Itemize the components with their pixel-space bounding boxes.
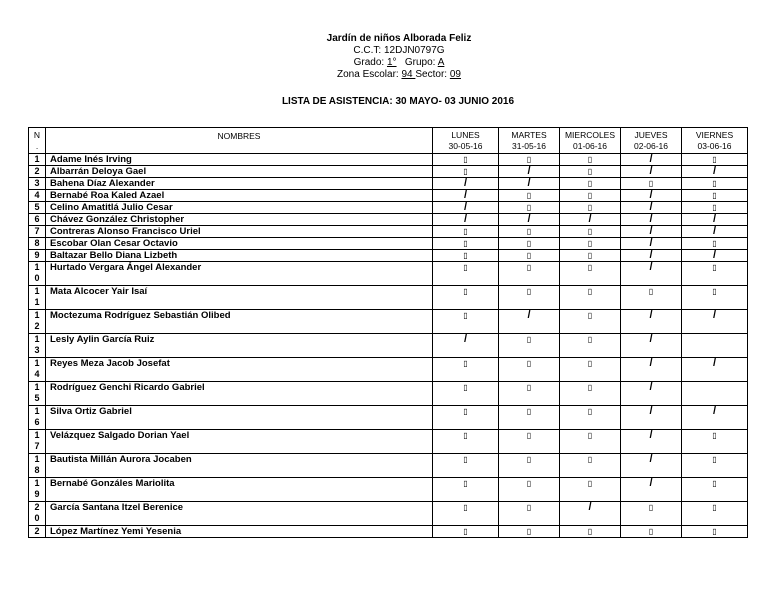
row-number: 1 6 <box>29 406 46 430</box>
checkbox-glyph-icon: ▯ <box>587 203 593 212</box>
student-name: Bahena Díaz Alexander <box>46 178 433 190</box>
attendance-present-mark <box>499 154 560 166</box>
attendance-present-mark <box>433 154 499 166</box>
row-number: 9 <box>29 250 46 262</box>
checkbox-glyph-icon: ▯ <box>648 503 654 512</box>
attendance-present-mark <box>682 178 748 190</box>
attendance-absence-mark: / <box>621 226 682 238</box>
school-name: Jardín de niños Alborada Feliz <box>326 33 472 44</box>
attendance-absence-mark: / <box>621 358 682 382</box>
checkbox-glyph-icon: ▯ <box>526 287 532 296</box>
attendance-present-mark <box>499 226 560 238</box>
row-number: 1 3 <box>29 334 46 358</box>
attendance-present-mark <box>682 262 748 286</box>
attendance-absence-mark: / <box>621 262 682 286</box>
attendance-present-mark <box>560 262 621 286</box>
table-row <box>29 202 748 214</box>
grado-value: 1° <box>386 57 397 68</box>
checkbox-glyph-icon: ▯ <box>712 431 717 440</box>
checkbox-glyph-icon: ▯ <box>648 527 654 536</box>
attendance-present-mark <box>433 526 499 538</box>
attendance-present-mark <box>682 526 748 538</box>
attendance-present-mark <box>560 382 621 406</box>
attendance-present-mark <box>499 286 560 310</box>
checkbox-glyph-icon: ▯ <box>526 191 532 200</box>
table-row <box>29 286 748 310</box>
checkbox-glyph-icon: ▯ <box>712 479 717 488</box>
attendance-present-mark <box>499 502 560 526</box>
attendance-absence-mark: / <box>621 478 682 502</box>
table-row <box>29 382 748 406</box>
row-number: 1 2 <box>29 310 46 334</box>
attendance-present-mark <box>560 358 621 382</box>
student-name: Bernabé Gonzáles Mariolita <box>46 478 433 502</box>
checkbox-glyph-icon: ▯ <box>587 455 593 464</box>
checkbox-glyph-icon: ▯ <box>526 251 532 260</box>
attendance-present-mark <box>499 334 560 358</box>
attendance-absence-mark: / <box>499 166 560 178</box>
checkbox-glyph-icon: ▯ <box>712 503 717 512</box>
table-row <box>29 238 748 250</box>
checkbox-glyph-icon: ▯ <box>526 479 532 488</box>
checkbox-glyph-icon: ▯ <box>712 179 717 188</box>
checkbox-glyph-icon: ▯ <box>463 455 468 464</box>
attendance-present-mark <box>433 454 499 478</box>
attendance-absence-mark: / <box>682 358 748 382</box>
row-number: 1 8 <box>29 454 46 478</box>
student-name: Chávez González Christopher <box>46 214 433 226</box>
checkbox-glyph-icon: ▯ <box>648 287 654 296</box>
table-row <box>29 262 748 286</box>
row-number: 1 4 <box>29 358 46 382</box>
attendance-present-mark <box>560 250 621 262</box>
checkbox-glyph-icon: ▯ <box>463 167 468 176</box>
attendance-absence-mark: / <box>682 166 748 178</box>
attendance-present-mark <box>682 238 748 250</box>
attendance-present-mark <box>433 238 499 250</box>
checkbox-glyph-icon: ▯ <box>526 455 532 464</box>
row-number: 4 <box>29 190 46 202</box>
attendance-present-mark <box>433 382 499 406</box>
attendance-present-mark <box>560 454 621 478</box>
student-name: Lesly Aylin García Ruiz <box>46 334 433 358</box>
table-row <box>29 154 748 166</box>
attendance-present-mark <box>682 202 748 214</box>
attendance-present-mark <box>621 286 682 310</box>
checkbox-glyph-icon: ▯ <box>712 155 717 164</box>
attendance-present-mark <box>682 502 748 526</box>
attendance-present-mark <box>560 166 621 178</box>
attendance-absence-mark: / <box>621 310 682 334</box>
student-name: Silva Ortiz Gabriel <box>46 406 433 430</box>
attendance-present-mark <box>499 430 560 454</box>
attendance-present-mark <box>682 430 748 454</box>
checkbox-glyph-icon: ▯ <box>587 227 593 236</box>
attendance-absence-mark: / <box>433 214 499 226</box>
attendance-absence-mark: / <box>682 214 748 226</box>
grupo-value: A <box>437 57 445 68</box>
attendance-absence-mark: / <box>621 190 682 202</box>
checkbox-glyph-icon: ▯ <box>526 503 532 512</box>
attendance-absence-mark: / <box>499 178 560 190</box>
checkbox-glyph-icon: ▯ <box>526 239 532 248</box>
attendance-absence-mark: / <box>433 202 499 214</box>
checkbox-glyph-icon: ▯ <box>526 383 532 392</box>
attendance-present-mark <box>433 250 499 262</box>
student-name: Contreras Alonso Francisco Uriel <box>46 226 433 238</box>
attendance-present-mark <box>560 154 621 166</box>
attendance-present-mark <box>499 526 560 538</box>
checkbox-glyph-icon: ▯ <box>463 311 468 320</box>
checkbox-glyph-icon: ▯ <box>587 479 593 488</box>
attendance-present-mark <box>499 262 560 286</box>
attendance-table <box>28 127 748 538</box>
checkbox-glyph-icon: ▯ <box>587 407 593 416</box>
cct-code: C.C.T: 12DJN0797G <box>353 45 445 56</box>
row-number: 7 <box>29 226 46 238</box>
attendance-present-mark <box>682 286 748 310</box>
student-name: Hurtado Vergara Ángel Alexander <box>46 262 433 286</box>
checkbox-glyph-icon: ▯ <box>712 263 717 272</box>
student-name: García Santana Itzel Berenice <box>46 502 433 526</box>
col-names-header: NOMBRES <box>46 128 433 154</box>
attendance-absence-mark: / <box>682 250 748 262</box>
attendance-present-mark <box>499 358 560 382</box>
attendance-present-mark <box>499 382 560 406</box>
checkbox-glyph-icon: ▯ <box>526 431 532 440</box>
table-row <box>29 526 748 538</box>
attendance-present-mark <box>682 454 748 478</box>
checkbox-glyph-icon: ▯ <box>712 455 717 464</box>
attendance-absence-mark: / <box>621 154 682 166</box>
table-row <box>29 226 748 238</box>
student-name: Bautista Millán Aurora Jocaben <box>46 454 433 478</box>
checkbox-glyph-icon: ▯ <box>587 167 593 176</box>
checkbox-glyph-icon: ▯ <box>463 527 468 536</box>
attendance-present-mark <box>499 454 560 478</box>
checkbox-glyph-icon: ▯ <box>587 191 593 200</box>
checkbox-glyph-icon: ▯ <box>463 263 468 272</box>
attendance-present-mark <box>560 226 621 238</box>
attendance-present-mark <box>560 178 621 190</box>
checkbox-glyph-icon: ▯ <box>526 227 532 236</box>
table-row <box>29 478 748 502</box>
attendance-absence-mark: / <box>433 190 499 202</box>
table-row <box>29 178 748 190</box>
attendance-present-mark <box>433 310 499 334</box>
attendance-present-mark <box>433 166 499 178</box>
student-name: Rodríguez Genchi Ricardo Gabriel <box>46 382 433 406</box>
attendance-absence-mark: / <box>621 382 682 406</box>
row-number: 6 <box>29 214 46 226</box>
attendance-present-mark <box>560 334 621 358</box>
zona-sector: Zona Escolar: 94 Sector: 09 <box>337 69 461 80</box>
attendance-present-mark <box>499 406 560 430</box>
student-name: Bernabé Roa Kaled Azael <box>46 190 433 202</box>
checkbox-glyph-icon: ▯ <box>463 287 468 296</box>
attendance-present-mark <box>433 478 499 502</box>
checkbox-glyph-icon: ▯ <box>526 359 532 368</box>
attendance-present-mark <box>499 190 560 202</box>
table-header-row <box>29 128 748 154</box>
attendance-absence-mark: / <box>621 430 682 454</box>
checkbox-glyph-icon: ▯ <box>712 527 717 536</box>
list-title: LISTA DE ASISTENCIA: 30 MAYO- 03 JUNIO 2016 <box>281 96 515 107</box>
checkbox-glyph-icon: ▯ <box>587 383 593 392</box>
checkbox-glyph-icon: ▯ <box>463 503 468 512</box>
checkbox-glyph-icon: ▯ <box>463 431 468 440</box>
attendance-absence-mark: / <box>682 226 748 238</box>
zona-value: 94 <box>401 69 416 80</box>
attendance-absence-mark: / <box>621 454 682 478</box>
row-number: 1 0 <box>29 262 46 286</box>
row-number: 2 <box>29 166 46 178</box>
checkbox-glyph-icon: ▯ <box>587 155 593 164</box>
row-number: 2 0 <box>29 502 46 526</box>
table-row <box>29 430 748 454</box>
row-number: 1 5 <box>29 382 46 406</box>
checkbox-glyph-icon: ▯ <box>587 179 593 188</box>
col-day-header: MARTES 31-05-16 <box>499 128 560 154</box>
attendance-present-mark <box>560 526 621 538</box>
attendance-absence-mark: / <box>621 250 682 262</box>
student-name: Baltazar Bello Diana Lizbeth <box>46 250 433 262</box>
sector-value: 09 <box>449 69 461 80</box>
col-day-header: VIERNES 03-06-16 <box>682 128 748 154</box>
col-n-header: N . <box>29 128 46 154</box>
row-number: 5 <box>29 202 46 214</box>
attendance-empty <box>682 334 748 358</box>
checkbox-glyph-icon: ▯ <box>648 179 654 188</box>
attendance-present-mark <box>560 478 621 502</box>
attendance-present-mark <box>560 190 621 202</box>
row-number: 2 <box>29 526 46 538</box>
attendance-absence-mark: / <box>682 310 748 334</box>
row-number: 1 1 <box>29 286 46 310</box>
checkbox-glyph-icon: ▯ <box>526 527 532 536</box>
attendance-present-mark <box>433 430 499 454</box>
student-name: Mata Alcocer Yair Isaí <box>46 286 433 310</box>
table-row <box>29 190 748 202</box>
attendance-absence-mark: / <box>499 214 560 226</box>
table-row <box>29 250 748 262</box>
student-name: Reyes Meza Jacob Josefat <box>46 358 433 382</box>
attendance-present-mark <box>433 502 499 526</box>
attendance-present-mark <box>682 478 748 502</box>
col-day-header: JUEVES 02-06-16 <box>621 128 682 154</box>
student-name: Velázquez Salgado Dorian Yael <box>46 430 433 454</box>
checkbox-glyph-icon: ▯ <box>587 359 593 368</box>
attendance-present-mark <box>560 238 621 250</box>
student-name: Escobar Olan Cesar Octavio <box>46 238 433 250</box>
attendance-present-mark <box>499 238 560 250</box>
attendance-present-mark <box>433 286 499 310</box>
attendance-present-mark <box>499 250 560 262</box>
checkbox-glyph-icon: ▯ <box>712 191 717 200</box>
attendance-present-mark <box>499 202 560 214</box>
checkbox-glyph-icon: ▯ <box>463 227 468 236</box>
student-name: Celino Amatitlá Julio Cesar <box>46 202 433 214</box>
attendance-present-mark <box>621 178 682 190</box>
checkbox-glyph-icon: ▯ <box>526 155 532 164</box>
attendance-absence-mark: / <box>621 238 682 250</box>
attendance-present-mark <box>560 310 621 334</box>
attendance-absence-mark: / <box>560 214 621 226</box>
attendance-present-mark <box>621 502 682 526</box>
attendance-absence-mark: / <box>682 406 748 430</box>
attendance-absence-mark: / <box>433 334 499 358</box>
row-number: 1 <box>29 154 46 166</box>
table-row <box>29 310 748 334</box>
checkbox-glyph-icon: ▯ <box>587 287 593 296</box>
checkbox-glyph-icon: ▯ <box>526 407 532 416</box>
table-row <box>29 454 748 478</box>
table-row <box>29 358 748 382</box>
attendance-absence-mark: / <box>499 310 560 334</box>
attendance-absence-mark: / <box>621 214 682 226</box>
attendance-present-mark <box>682 154 748 166</box>
checkbox-glyph-icon: ▯ <box>526 263 532 272</box>
checkbox-glyph-icon: ▯ <box>463 251 468 260</box>
checkbox-glyph-icon: ▯ <box>526 335 532 344</box>
student-name: Albarrán Deloya Gael <box>46 166 433 178</box>
checkbox-glyph-icon: ▯ <box>587 263 593 272</box>
attendance-absence-mark: / <box>621 202 682 214</box>
checkbox-glyph-icon: ▯ <box>587 527 593 536</box>
grado-grupo: Grado: 1° Grupo: A <box>353 57 445 68</box>
attendance-present-mark <box>560 286 621 310</box>
checkbox-glyph-icon: ▯ <box>463 239 468 248</box>
student-name: Moctezuma Rodríguez Sebastián Olibed <box>46 310 433 334</box>
checkbox-glyph-icon: ▯ <box>712 239 717 248</box>
checkbox-glyph-icon: ▯ <box>463 479 468 488</box>
checkbox-glyph-icon: ▯ <box>463 155 468 164</box>
checkbox-glyph-icon: ▯ <box>587 431 593 440</box>
checkbox-glyph-icon: ▯ <box>587 311 593 320</box>
attendance-absence-mark: / <box>621 166 682 178</box>
row-number: 3 <box>29 178 46 190</box>
col-day-header: MIERCOLES 01-06-16 <box>560 128 621 154</box>
attendance-present-mark <box>682 190 748 202</box>
col-day-header: LUNES 30-05-16 <box>433 128 499 154</box>
checkbox-glyph-icon: ▯ <box>712 203 717 212</box>
row-number: 1 9 <box>29 478 46 502</box>
row-number: 8 <box>29 238 46 250</box>
checkbox-glyph-icon: ▯ <box>587 239 593 248</box>
checkbox-glyph-icon: ▯ <box>712 287 717 296</box>
attendance-present-mark <box>560 202 621 214</box>
checkbox-glyph-icon: ▯ <box>463 383 468 392</box>
table-row <box>29 502 748 526</box>
attendance-present-mark <box>560 430 621 454</box>
table-row <box>29 166 748 178</box>
table-row <box>29 406 748 430</box>
checkbox-glyph-icon: ▯ <box>587 251 593 260</box>
table-row <box>29 334 748 358</box>
attendance-present-mark <box>560 406 621 430</box>
checkbox-glyph-icon: ▯ <box>463 407 468 416</box>
attendance-present-mark <box>499 478 560 502</box>
table-row <box>29 214 748 226</box>
checkbox-glyph-icon: ▯ <box>587 335 593 344</box>
student-name: López Martínez Yemi Yesenia <box>46 526 433 538</box>
row-number: 1 7 <box>29 430 46 454</box>
attendance-present-mark <box>621 526 682 538</box>
checkbox-glyph-icon: ▯ <box>526 203 532 212</box>
attendance-absence-mark: / <box>560 502 621 526</box>
student-name: Adame Inés Irving <box>46 154 433 166</box>
attendance-present-mark <box>433 358 499 382</box>
attendance-present-mark <box>433 262 499 286</box>
attendance-present-mark <box>433 226 499 238</box>
attendance-present-mark <box>433 406 499 430</box>
attendance-absence-mark: / <box>621 334 682 358</box>
attendance-absence-mark: / <box>621 406 682 430</box>
attendance-absence-mark: / <box>433 178 499 190</box>
checkbox-glyph-icon: ▯ <box>463 359 468 368</box>
attendance-empty <box>682 382 748 406</box>
